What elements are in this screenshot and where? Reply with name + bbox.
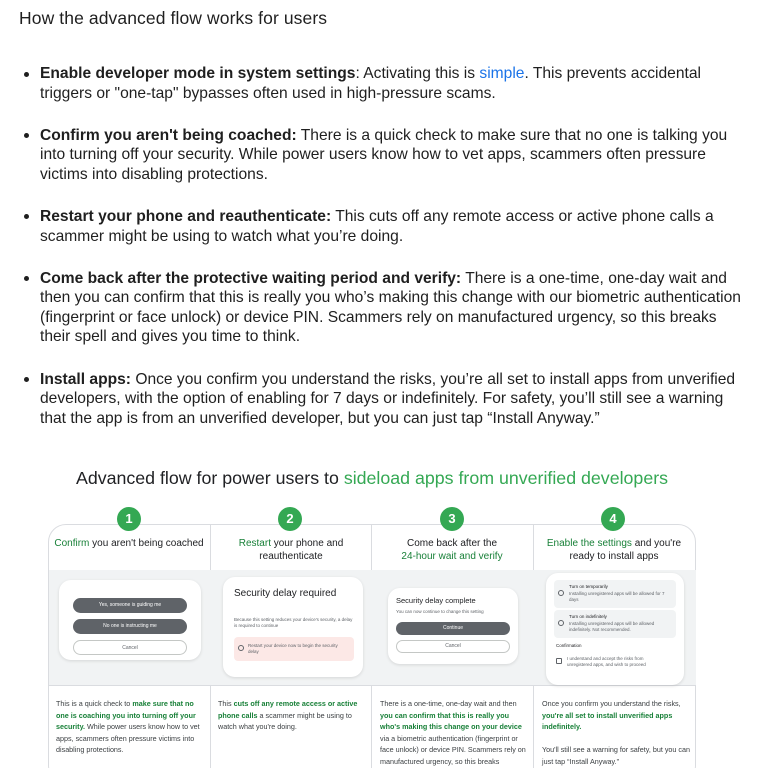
step-title-green: Enable the settings <box>546 538 632 549</box>
step-number-1: 1 <box>117 507 141 531</box>
step-1-description <box>56 698 206 756</box>
continue-button[interactable]: Continue <box>396 622 510 635</box>
list-item <box>22 126 747 185</box>
step-4-description <box>542 698 692 767</box>
advanced-flow-infographic <box>48 464 696 768</box>
confirmation-label: Confirmation <box>556 643 582 648</box>
accept-risks-checkbox[interactable] <box>556 658 562 664</box>
list-item <box>22 269 747 347</box>
desc-text: While power users know how to vet apps, scammers often pressure victims into disabling protections. <box>56 722 200 754</box>
step-title-green: 24-hour wait and verify <box>401 550 503 562</box>
delay-complete-dialog <box>388 588 518 664</box>
step-number-2: 2 <box>278 507 302 531</box>
security-delay-dialog <box>223 577 363 677</box>
infographic-title-plain: Advanced flow for power users to <box>75 468 344 488</box>
desc-text: a scammer might be using to watch what you're doing. <box>218 710 352 731</box>
step-title-rest: you aren't being coached <box>89 538 204 549</box>
desc-highlight: you can confirm that this is really you who's making this change on your device <box>380 710 522 731</box>
step-4-title <box>533 538 695 563</box>
step-3-screen <box>372 570 534 685</box>
step-title-green: Restart <box>238 538 271 549</box>
step-1-title <box>48 538 210 551</box>
point-text: There is a quick check to make sure that no one is talking you into turning off your security. While power users know how to vet apps, scammers often pressure victims into disabling protections. <box>40 126 728 183</box>
step-title-green: Confirm <box>54 538 90 549</box>
option-title: Turn on indefinitely <box>569 614 607 619</box>
point-text: Once you confirm you understand the risks, you’re all set to install apps from unverified developers, with the option of enabling for 7 days or indefinitely. For safety, you’ll still see a warning that the app is from an unverified developer, but you can just tap “Install Anyway.” <box>40 370 736 427</box>
confirmation-text: I understand and accept the risks from unregistered apps, and wish to proceed <box>567 656 646 667</box>
restart-option[interactable] <box>234 637 354 661</box>
desc-highlight: you're all set to install unverified apps indefinitely. <box>542 710 673 731</box>
desc-text: You'll still see a warning for safety, but you can just tap “Install Anyway.” <box>542 745 690 766</box>
temporary-option[interactable] <box>554 580 676 608</box>
point-text: This cuts off any remote access or active phone calls a scammer might be using to watch what you’re doing. <box>40 207 714 245</box>
step-3-title <box>371 538 533 563</box>
simple-link[interactable]: simple <box>479 65 525 82</box>
dialog-body: You can now continue to change this setting <box>396 609 484 614</box>
desc-highlight: cuts off any remote access or active phone calls <box>218 699 358 720</box>
list-item <box>22 370 747 429</box>
step-4-screen <box>534 570 696 685</box>
section-heading: How the advanced flow works for users <box>19 8 328 28</box>
dialog-body: Because this setting reduces your device's security, a delay is required to continue <box>234 617 353 628</box>
step-title-rest: and you're ready to install apps <box>569 538 682 562</box>
desc-text: via a biometric authentication (fingerprint or face unlock) or device PIN. Scammers rely on manufactured urgency, so this breaks <box>380 733 526 766</box>
desc-highlight: make sure that no one is coaching you into turning off your security. <box>56 699 196 731</box>
no-one-instructing-button[interactable]: No one is instructing me <box>73 619 187 634</box>
infographic-title <box>48 468 696 489</box>
step-2-screen <box>211 570 373 685</box>
step-2-description <box>218 698 368 733</box>
someone-guiding-button[interactable]: Yes, someone is guiding me <box>73 598 187 613</box>
steps-list <box>22 64 747 451</box>
point-bold: Restart your phone and reauthenticate: <box>40 207 332 225</box>
coaching-dialog <box>59 580 201 660</box>
restart-option-label: Restart your device now to begin the security delay <box>248 643 338 654</box>
point-text: . This prevents accidental triggers or "one-tap" bypasses often used in high-pressure scams. <box>40 65 701 102</box>
enable-settings-dialog <box>546 573 684 685</box>
restart-radio[interactable] <box>238 645 244 651</box>
indefinite-radio[interactable] <box>558 620 564 626</box>
point-text: : Activating this is <box>355 65 480 82</box>
option-body: Installing unregistered apps will be allowed for 7 days <box>569 591 665 602</box>
desc-text: This is a quick check to <box>56 699 133 708</box>
list-item <box>22 64 747 103</box>
step-title-rest: Come back after the <box>406 538 498 549</box>
list-item <box>22 207 747 246</box>
option-title: Turn on temporarily <box>569 584 608 589</box>
dialog-title: Security delay required <box>234 588 337 599</box>
divider <box>48 685 696 686</box>
step-number-4: 4 <box>601 507 625 531</box>
cancel-button[interactable]: Cancel <box>396 640 510 653</box>
infographic-title-green: sideload apps from unverified developers <box>343 468 669 488</box>
desc-text: There is a one-time, one-day wait and then <box>380 699 517 708</box>
step-title-rest: your phone and reauthenticate <box>259 538 344 562</box>
step-2-title <box>210 538 372 563</box>
step-1-screen <box>49 570 211 685</box>
dialog-title: Security delay complete <box>396 596 476 605</box>
cancel-button[interactable]: Cancel <box>73 640 187 655</box>
point-bold: Enable developer mode in system settings <box>40 65 356 82</box>
step-number-3: 3 <box>440 507 464 531</box>
indefinite-option[interactable] <box>554 610 676 638</box>
step-3-description <box>380 698 530 767</box>
desc-text: Once you confirm you understand the risks, <box>542 699 681 708</box>
option-body: Installing unregistered apps will be allowed indefinitely. Not recommended. <box>569 621 655 632</box>
temporary-radio[interactable] <box>558 590 564 596</box>
point-text: There is a one-time, one-day wait and then you can confirm that this is really you who’s making this change with our biometric authentication (fingerprint or face unlock) or device PIN. Scammers rely on manufactured urgency, so this breaks their spell and gives you time to think. <box>40 269 741 346</box>
point-bold: Come back after the protective waiting period and verify: <box>40 269 462 287</box>
desc-text: This <box>218 699 234 708</box>
point-bold: Install apps: <box>40 370 131 388</box>
point-bold: Confirm you aren't being coached: <box>40 126 297 144</box>
